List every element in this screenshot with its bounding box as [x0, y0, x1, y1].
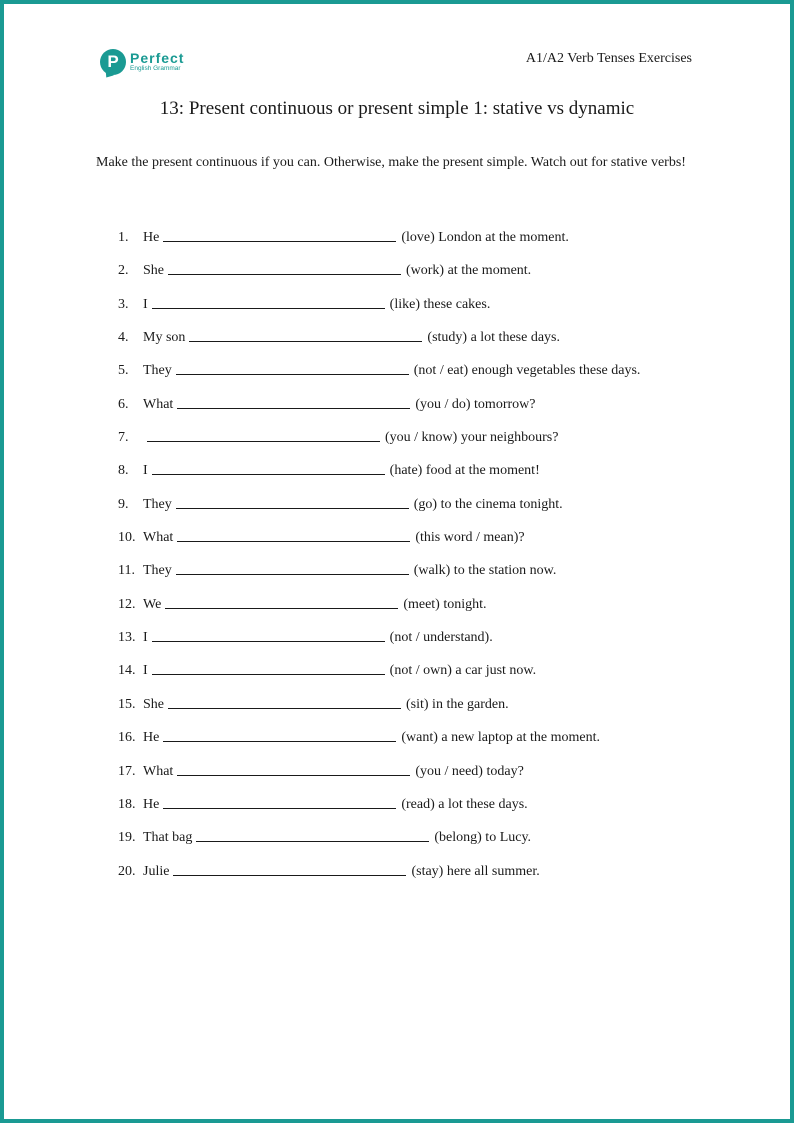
logo-text [130, 51, 184, 73]
logo-badge: P [100, 49, 126, 75]
item-hint: (walk) to the station now. [413, 563, 557, 579]
answer-blank[interactable] [177, 759, 410, 776]
exercise-item [118, 392, 640, 425]
item-number: 9. [118, 496, 129, 512]
item-number: 19. [118, 830, 136, 846]
item-number: 20. [118, 863, 136, 879]
item-hint: (belong) to Lucy. [434, 830, 532, 846]
item-hint: (want) a new laptop at the moment. [401, 730, 600, 746]
item-hint: (stay) here all summer. [411, 863, 540, 879]
exercise-item [118, 625, 640, 658]
item-hint: (hate) food at the moment! [389, 463, 540, 479]
item-hint: (this word / mean)? [415, 530, 525, 546]
item-prefix: What [143, 396, 174, 412]
answer-blank[interactable] [152, 458, 385, 475]
exercise-item [118, 859, 640, 892]
answer-blank[interactable] [196, 825, 429, 842]
page-title: 13: Present continuous or present simple 1: stative vs dynamic [159, 98, 635, 119]
item-prefix: He [143, 230, 160, 245]
answer-blank[interactable] [176, 492, 409, 509]
answer-blank[interactable] [152, 658, 385, 675]
answer-blank[interactable] [152, 625, 385, 642]
answer-blank[interactable] [177, 392, 410, 409]
exercise-item [118, 692, 640, 725]
answer-blank[interactable] [163, 792, 396, 809]
instructions: Make the present continuous if you can. Otherwise, make the present simple. Watch out for stative verbs! [96, 155, 686, 170]
item-hint: (not / eat) enough vegetables these days. [413, 363, 641, 379]
item-number: 6. [118, 396, 129, 412]
item-hint: (meet) tonight. [403, 596, 487, 612]
exercise-item [118, 492, 640, 525]
exercise-item [118, 258, 640, 291]
item-number: 18. [118, 796, 136, 812]
item-number: 4. [118, 330, 129, 346]
item-number: 11. [118, 563, 135, 579]
item-prefix: She [143, 696, 164, 712]
logo-word: Perfect [130, 50, 185, 67]
answer-blank[interactable] [168, 258, 401, 275]
logo-subtitle: English Grammar [130, 65, 181, 73]
item-prefix: That bag [143, 830, 193, 846]
item-number: 2. [118, 263, 129, 279]
item-hint: (love) London at the moment. [401, 230, 569, 245]
item-hint: (not / understand). [389, 630, 493, 646]
item-prefix: They [143, 363, 172, 379]
item-prefix: What [143, 763, 174, 779]
item-prefix: I [143, 463, 148, 479]
item-prefix: He [143, 730, 160, 746]
item-hint: (sit) in the garden. [406, 696, 509, 712]
item-hint: (you / need) today? [415, 763, 524, 779]
logo [100, 48, 184, 76]
item-hint: (like) these cakes. [389, 296, 491, 312]
item-hint: (read) a lot these days. [401, 796, 528, 812]
answer-blank[interactable] [163, 225, 396, 242]
exercise-item [118, 292, 640, 325]
item-number: 12. [118, 596, 136, 612]
item-prefix: I [143, 630, 148, 646]
item-number: 16. [118, 730, 136, 746]
exercise-item [118, 658, 640, 691]
exercise-item [118, 825, 640, 858]
answer-blank[interactable] [147, 425, 380, 442]
answer-blank[interactable] [189, 325, 422, 342]
item-hint: (you / know) your neighbours? [385, 430, 559, 446]
item-number: 10. [118, 530, 136, 546]
exercise-item [118, 792, 640, 825]
item-number: 1. [118, 230, 129, 245]
item-prefix: I [143, 296, 148, 312]
item-hint: (you / do) tomorrow? [415, 396, 536, 412]
exercise-item [118, 225, 640, 258]
answer-blank[interactable] [176, 558, 409, 575]
item-prefix: What [143, 530, 174, 546]
answer-blank[interactable] [176, 358, 409, 375]
exercise-item [118, 759, 640, 792]
answer-blank[interactable] [163, 725, 396, 742]
exercise-item [118, 325, 640, 358]
exercise-item [118, 725, 640, 758]
item-prefix: My son [143, 330, 186, 346]
exercise-item [118, 558, 640, 591]
item-number: 8. [118, 463, 129, 479]
item-prefix: They [143, 563, 172, 579]
answer-blank[interactable] [165, 592, 398, 609]
answer-blank[interactable] [177, 525, 410, 542]
exercise-item [118, 458, 640, 491]
item-prefix: They [143, 496, 172, 512]
item-number: 7. [118, 430, 129, 446]
item-number: 3. [118, 296, 129, 312]
item-number: 17. [118, 763, 136, 779]
item-hint: (not / own) a car just now. [389, 663, 537, 679]
item-hint: (study) a lot these days. [427, 330, 560, 346]
answer-blank[interactable] [173, 859, 406, 876]
header-right-text: A1/A2 Verb Tenses Exercises [525, 51, 692, 66]
exercise-item [118, 425, 640, 458]
item-number: 15. [118, 696, 136, 712]
item-hint: (work) at the moment. [406, 263, 532, 279]
item-number: 5. [118, 363, 129, 379]
item-prefix: Julie [143, 863, 170, 879]
item-prefix: We [143, 596, 162, 612]
answer-blank[interactable] [168, 692, 401, 709]
answer-blank[interactable] [152, 292, 385, 309]
item-prefix: He [143, 796, 160, 812]
exercise-list [118, 225, 640, 892]
item-prefix: She [143, 263, 164, 279]
exercise-item [118, 525, 640, 558]
item-number: 14. [118, 663, 136, 679]
item-prefix: I [143, 663, 148, 679]
exercise-item [118, 358, 640, 391]
item-hint: (go) to the cinema tonight. [413, 496, 563, 512]
exercise-item [118, 592, 640, 625]
item-number: 13. [118, 630, 136, 646]
